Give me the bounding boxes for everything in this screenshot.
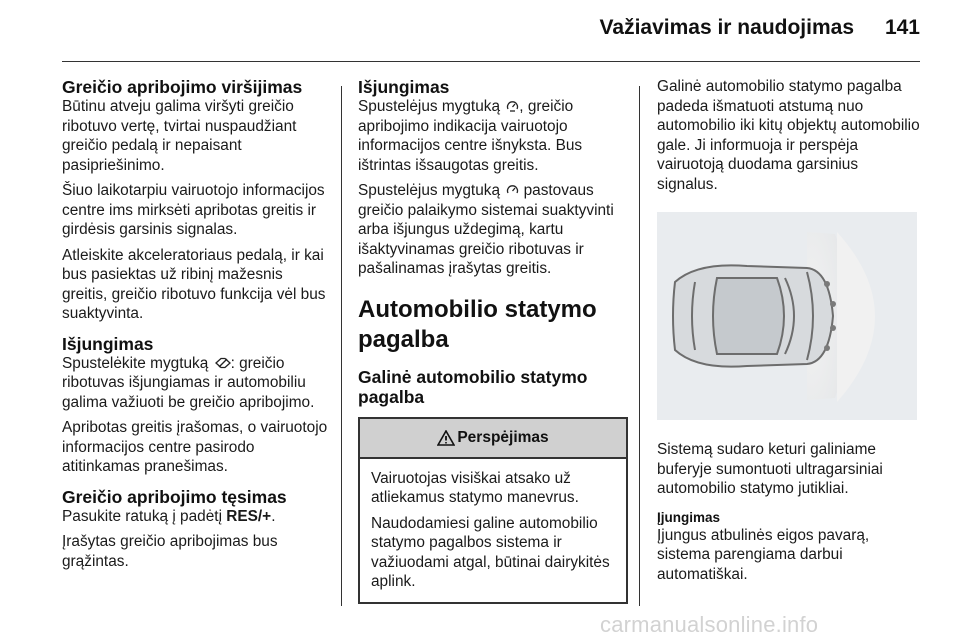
warning-body: [360, 459, 626, 602]
heading-rear-parking: Galinė automobilio statymo pagalba: [358, 366, 588, 407]
cruise-control-icon: [506, 184, 519, 197]
column-divider: [639, 86, 640, 606]
paragraph: Įjungus atbulinės eigos pavarą, sistema parengiama darbui automatiškai.: [657, 526, 870, 583]
car-top-view-illustration: [657, 212, 917, 420]
heading-exceed: Greičio apribojimo viršijimas: [62, 77, 303, 97]
section-title: Automobilio statymo pagalba: [358, 295, 597, 353]
watermark: carmanualsonline.info: [600, 612, 819, 637]
paragraph: Apribotas greitis įrašomas, o vairuotojo informacijos centre pasirodo atitinkamas pranešimas.: [62, 419, 328, 475]
speed-limiter-icon: [506, 100, 519, 113]
heading-deactivation: Išjungimas: [358, 77, 450, 97]
paragraph: Pasukite ratuką į padėtį RES/+.: [62, 507, 276, 525]
header-divider: [62, 61, 920, 62]
paragraph: Įrašytas greičio apribojimas bus grąžintas.: [62, 533, 278, 570]
heading-resume: Greičio apribojimo tęsimas: [62, 486, 287, 507]
paragraph: Šiuo laikotarpiu vairuotojo informacijos centre ims mirksėti apribotas greitis ir girdėsis garsinis signalas.: [62, 182, 325, 238]
paragraph: Naudodamiesi galine automobilio statymo pagalbos sistema ir važiuodami atgal, būtinai dairykitės aplink.: [371, 514, 610, 590]
paragraph: Sistemą sudaro keturi galiniame buferyje sumontuoti ultragarsiniai automobilio statymo jutikliai.: [657, 441, 883, 497]
paragraph: Atleiskite akceleratoriaus pedalą, ir kai bus pasiektas už ribinį mažesnis greitis, greičio ribotuvo funkcija vėl bus suaktyvinta.: [62, 246, 326, 322]
res-label: RES/+: [226, 507, 272, 525]
cancel-speed-icon: [215, 357, 231, 369]
heading-deactivation: Išjungimas: [62, 333, 154, 354]
paragraph: Būtinu atveju galima viršyti greičio ribotuvo vertę, tvirtai nuspaudžiant greičio pedalą ir nepaisant pasipriešinimo.: [62, 98, 297, 174]
page-number: 141: [884, 16, 920, 39]
paragraph: Spustelėjus mygtuką , greičio apribojimo indikacija vairuotojo informacijos centre išnyksta. Bus ištrintas išsaugotas greitis.: [358, 98, 583, 174]
chapter-title: Važiavimas ir naudojimas: [599, 16, 854, 39]
paragraph: Spustelėkite mygtuką : greičio ribotuvas išjungiamas ir automobiliu galima važiuoti be greičio apribojimo.: [62, 354, 315, 411]
page-header: [0, 0, 960, 62]
warning-triangle-icon: [437, 430, 455, 446]
warning-header: [360, 419, 626, 459]
column-divider: [341, 86, 342, 606]
column-1: [62, 77, 332, 577]
paragraph: Vairuotojas visiškai atsako už atliekamus statymo manevrus.: [371, 469, 579, 506]
paragraph: Galinė automobilio statymo pagalba padeda išmatuoti atstumą nuo automobilio iki kitų objektų automobilio gale. Ji informuoja ir perspėja vairuotoją duodama garsinius signalus.: [657, 78, 920, 193]
heading-activation: Įjungimas: [657, 509, 721, 525]
column-3: [657, 77, 922, 590]
warning-box: [358, 417, 628, 604]
parking-sensor-illustration: [657, 212, 917, 420]
warning-title: Perspėjimas: [457, 428, 549, 446]
paragraph: Spustelėjus mygtuką pastovaus greičio palaikymo sistemai suaktyvinti arba išjungus uždegimą, kartu išaktyvinamas greičio ribotuvas ir pašalinamas įrašytas greitis.: [358, 182, 614, 277]
column-2: [358, 77, 628, 604]
